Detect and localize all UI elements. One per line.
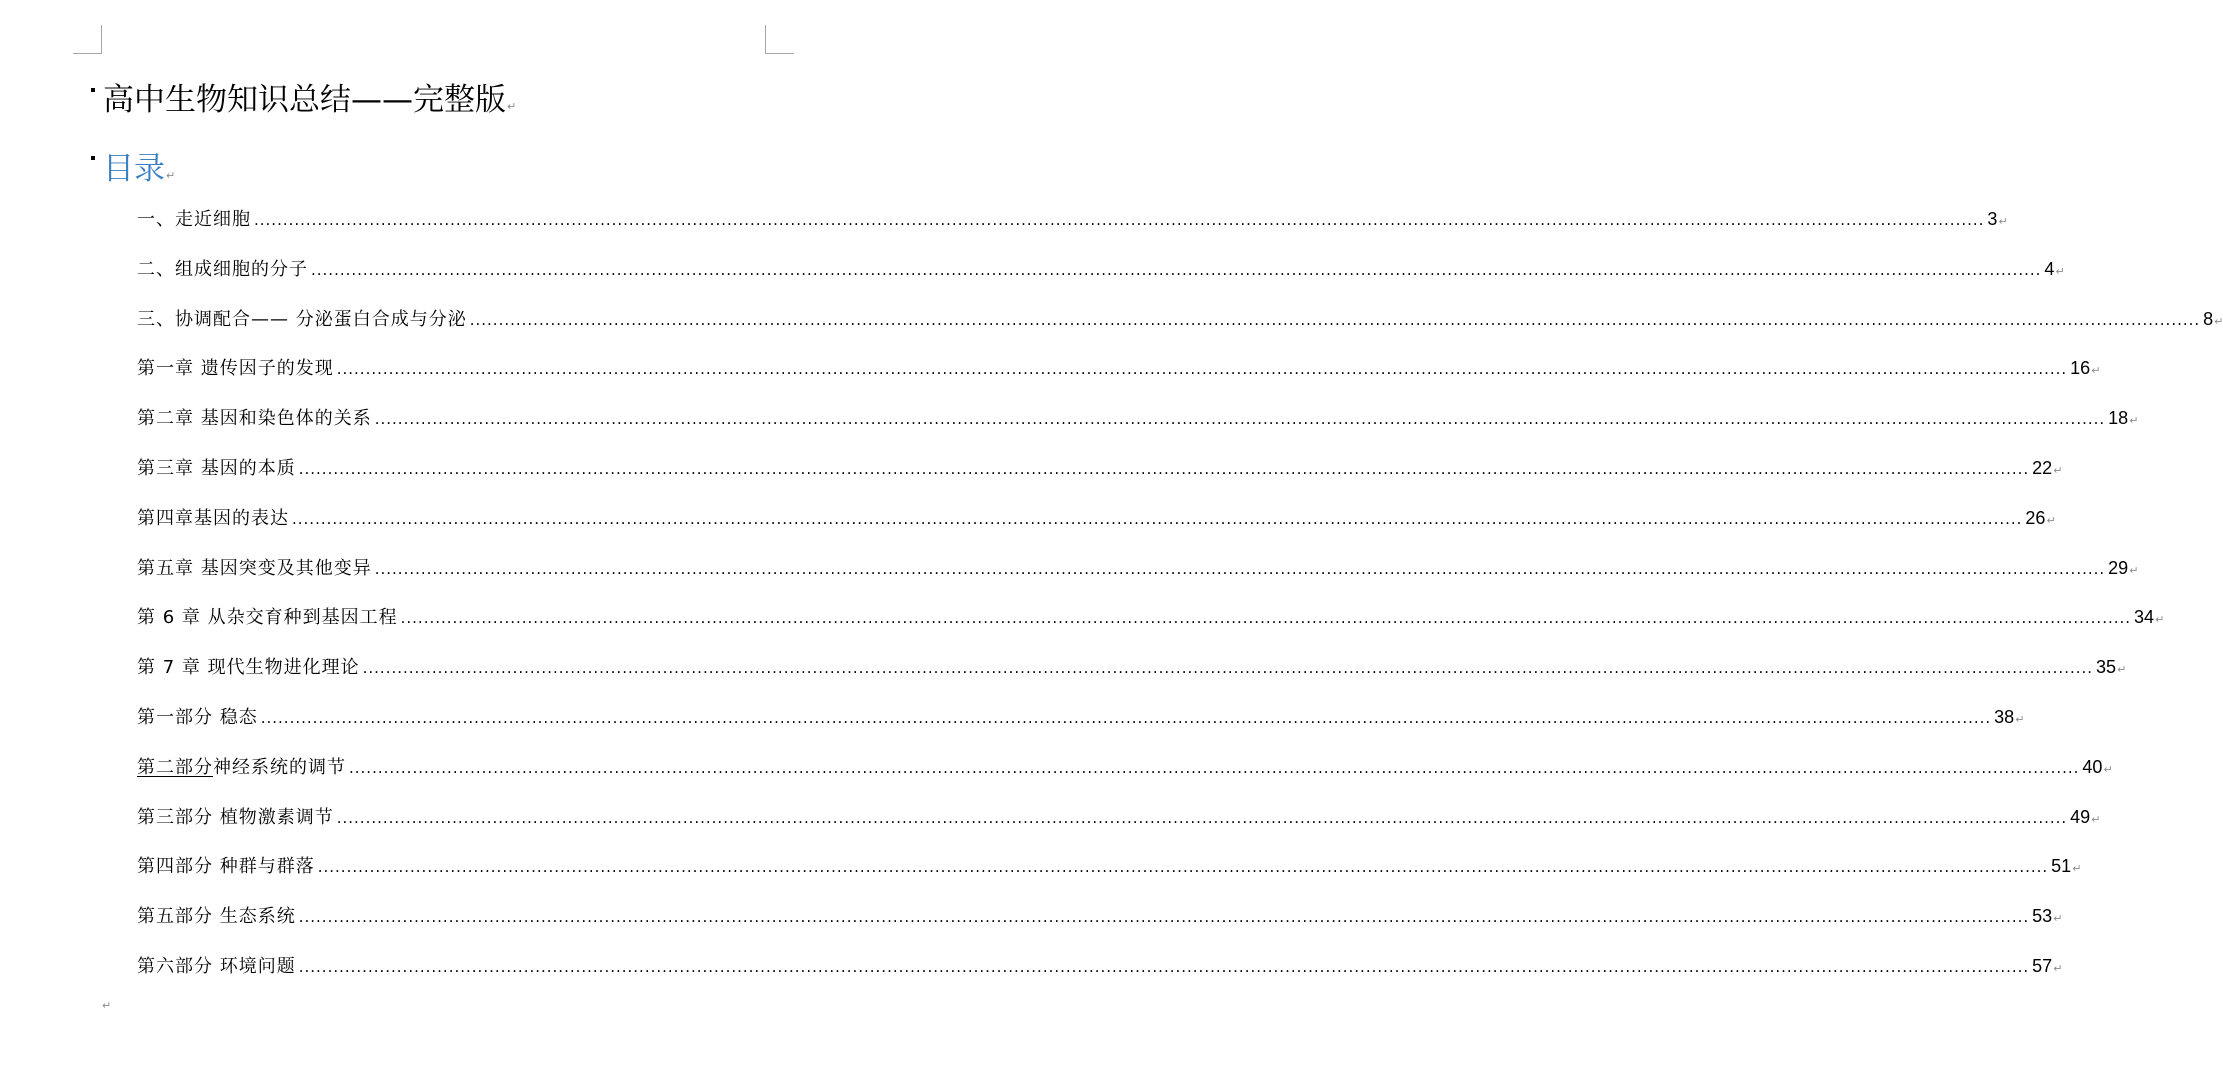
toc-dot-leader: ............................................................................................................................................................................................................................................................................................................ bbox=[254, 211, 1985, 229]
toc-dot-leader: ............................................................................................................................................................................................................................................................................................................ bbox=[298, 459, 2030, 478]
toc-heading[interactable] bbox=[103, 147, 175, 198]
toc-dot-leader: ............................................................................................................................................................................................................................................................................................................ bbox=[336, 808, 2068, 827]
toc-entry-label-text: 第五部分 生态系统 bbox=[137, 906, 296, 928]
toc-entry-page-number: 16 bbox=[2070, 358, 2091, 379]
toc-entry-label bbox=[137, 195, 251, 245]
paragraph-mark-icon: ↵ bbox=[2091, 812, 2101, 826]
toc-entry-label-text: 第六部分 环境问题 bbox=[137, 955, 296, 977]
toc-entry-label bbox=[137, 693, 258, 743]
toc-entry[interactable] bbox=[137, 643, 2127, 693]
paragraph-mark-icon: ↵ bbox=[166, 169, 176, 182]
toc-entry-label-text: 神经系统的调节 bbox=[213, 756, 346, 778]
toc-entry[interactable] bbox=[137, 295, 2223, 345]
toc-dot-leader: ............................................................................................................................................................................................................................................................................................................ bbox=[400, 609, 2132, 628]
toc-dot-leader: ............................................................................................................................................................................................................................................................................................................ bbox=[298, 957, 2030, 976]
toc-entry-page-number: 35 bbox=[2096, 657, 2117, 678]
toc-entry[interactable] bbox=[137, 444, 2063, 494]
toc-entry-page-number: 22 bbox=[2032, 457, 2053, 478]
toc-entry-label-text: 第 6 章 从杂交育种到基因工程 bbox=[137, 607, 398, 629]
crop-mark-top-left bbox=[73, 25, 102, 54]
paragraph-mark-icon: ↵ bbox=[2214, 314, 2223, 328]
toc-dot-leader: ............................................................................................................................................................................................................................................................................................................ bbox=[317, 858, 2049, 877]
paragraph-mark-icon: ↵ bbox=[2046, 513, 2056, 527]
toc-dot-leader: ............................................................................................................................................................................................................................................................................................................ bbox=[362, 659, 2094, 678]
keep-with-next-mark bbox=[91, 88, 95, 92]
toc-entry-label-text: 第四章基因的表达 bbox=[137, 507, 289, 529]
toc-entry-label-text: 第二章 基因和染色体的关系 bbox=[137, 408, 372, 430]
toc-entry-page-number: 8 bbox=[2203, 308, 2214, 329]
toc-entry-page-number: 29 bbox=[2108, 557, 2129, 578]
toc-entry-label bbox=[137, 643, 360, 693]
paragraph-mark-icon: ↵ bbox=[2072, 862, 2082, 876]
paragraph-mark-icon: ↵ bbox=[2053, 912, 2063, 926]
toc-entry-label-text: 第一部分 稳态 bbox=[137, 706, 258, 728]
document-title-text: 高中生物知识总结——完整版 bbox=[103, 82, 506, 118]
toc-entry[interactable] bbox=[137, 245, 2065, 295]
toc-entry-page-number: 51 bbox=[2051, 856, 2072, 877]
toc-entry[interactable] bbox=[137, 942, 2063, 992]
toc-entry-page-number: 38 bbox=[1994, 706, 2015, 727]
toc-dot-leader: ............................................................................................................................................................................................................................................................................................................ bbox=[292, 509, 2023, 528]
toc-entry-label bbox=[137, 394, 372, 444]
toc-entry[interactable] bbox=[137, 394, 2139, 444]
paragraph-mark-icon: ↵ bbox=[2015, 712, 2025, 726]
paragraph-mark-icon: ↵ bbox=[2103, 762, 2113, 776]
toc-entry-label bbox=[137, 942, 296, 992]
toc-dot-leader: ............................................................................................................................................................................................................................................................................................................ bbox=[374, 559, 2106, 578]
toc-entry-label-text: 第五章 基因突变及其他变异 bbox=[137, 557, 372, 579]
toc-entry-label bbox=[137, 245, 308, 295]
toc-entry[interactable] bbox=[137, 195, 2008, 245]
paragraph-mark-icon: ↵ bbox=[2055, 264, 2065, 278]
toc-entry[interactable] bbox=[137, 693, 2025, 743]
toc-dot-leader: ............................................................................................................................................................................................................................................................................................................ bbox=[260, 708, 1992, 727]
toc-entry-page-number: 57 bbox=[2032, 955, 2053, 976]
toc-entry-label bbox=[137, 494, 289, 544]
toc-entry-label bbox=[137, 344, 334, 394]
toc-entry-label bbox=[137, 892, 296, 942]
toc-entry[interactable] bbox=[137, 544, 2139, 594]
toc-dot-leader: ............................................................................................................................................................................................................................................................................................................ bbox=[349, 758, 2080, 777]
keep-with-next-mark bbox=[91, 156, 95, 160]
paragraph-mark-icon: ↵ bbox=[507, 100, 517, 113]
toc-dot-leader: ............................................................................................................................................................................................................................................................................................................ bbox=[336, 360, 2068, 379]
toc-entry-label-text: 第三部分 植物激素调节 bbox=[137, 806, 334, 828]
toc-entry-page-number: 4 bbox=[2044, 258, 2055, 279]
toc-entry-label bbox=[137, 743, 346, 793]
paragraph-mark-icon: ↵ bbox=[2053, 463, 2063, 477]
paragraph-mark-icon: ↵ bbox=[2129, 563, 2139, 577]
toc-entry[interactable] bbox=[137, 842, 2082, 892]
toc-entry-label-text: 第 7 章 现代生物进化理论 bbox=[137, 657, 360, 679]
paragraph-mark-icon: ↵ bbox=[2091, 364, 2101, 378]
toc-entry-page-number: 34 bbox=[2134, 607, 2155, 628]
toc-dot-leader: ............................................................................................................................................................................................................................................................................................................ bbox=[298, 908, 2030, 927]
table-of-contents bbox=[137, 195, 2223, 992]
document-title[interactable] bbox=[103, 78, 516, 129]
toc-entry[interactable] bbox=[137, 892, 2063, 942]
toc-entry-label-text: 三、协调配合—— 分泌蛋白合成与分泌 bbox=[137, 308, 467, 330]
toc-entry-label bbox=[137, 295, 467, 345]
toc-entry[interactable] bbox=[137, 494, 2056, 544]
toc-entry[interactable] bbox=[137, 344, 2101, 394]
toc-entry-label bbox=[137, 593, 398, 643]
paragraph-mark-icon: ↵ bbox=[1998, 215, 2008, 228]
end-paragraph-mark bbox=[101, 994, 111, 1013]
toc-dot-leader: ............................................................................................................................................................................................................................................................................................................ bbox=[469, 310, 2201, 329]
toc-dot-leader: ............................................................................................................................................................................................................................................................................................................ bbox=[374, 410, 2106, 429]
crop-mark-top-right bbox=[765, 25, 794, 54]
toc-entry-page-number: 49 bbox=[2070, 806, 2091, 827]
toc-entry-label bbox=[137, 544, 372, 594]
toc-entry-page-number: 3 bbox=[1987, 209, 1998, 229]
toc-entry[interactable] bbox=[137, 743, 2113, 793]
toc-entry-page-number: 18 bbox=[2108, 408, 2129, 429]
toc-entry-label-text: 二、组成细胞的分子 bbox=[137, 258, 308, 280]
paragraph-mark-icon: ↵ bbox=[2155, 613, 2165, 627]
toc-entry-label bbox=[137, 842, 315, 892]
paragraph-mark-icon: ↵ bbox=[2053, 961, 2063, 975]
paragraph-mark-icon: ↵ bbox=[2117, 663, 2127, 677]
toc-entry[interactable] bbox=[137, 793, 2101, 843]
toc-entry-page-number: 40 bbox=[2082, 756, 2103, 777]
toc-entry-label-text: 一、走近细胞 bbox=[137, 209, 251, 230]
toc-entry-label bbox=[137, 793, 334, 843]
toc-entry[interactable] bbox=[137, 593, 2165, 643]
toc-entry-page-number: 26 bbox=[2025, 507, 2046, 528]
toc-entry-label-text: 第四部分 种群与群落 bbox=[137, 856, 315, 878]
paragraph-mark-icon: ↵ bbox=[102, 999, 112, 1012]
toc-heading-text: 目录 bbox=[103, 151, 165, 187]
toc-entry-label-text: 第三章 基因的本质 bbox=[137, 457, 296, 479]
toc-entry-label-text: 第一章 遗传因子的发现 bbox=[137, 358, 334, 380]
toc-dot-leader: ............................................................................................................................................................................................................................................................................................................ bbox=[311, 260, 2042, 279]
toc-entry-label-underlined: 第二部分 bbox=[137, 756, 213, 778]
toc-entry-label bbox=[137, 444, 296, 494]
toc-entry-page-number: 53 bbox=[2032, 906, 2053, 927]
paragraph-mark-icon: ↵ bbox=[2129, 414, 2139, 428]
